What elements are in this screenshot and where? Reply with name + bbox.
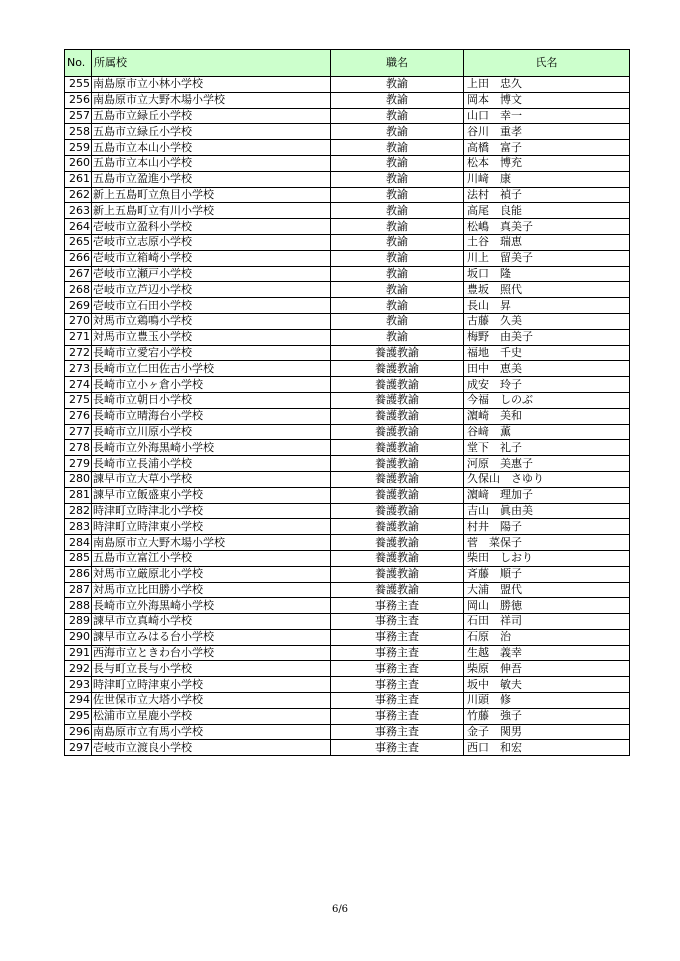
table-row <box>65 77 630 93</box>
table-row <box>65 424 630 440</box>
cell-school: 長崎市立外海黒崎小学校 <box>92 598 331 614</box>
cell-name: 村井 陽子 <box>464 519 630 535</box>
cell-name: 生越 義幸 <box>464 645 630 661</box>
table-row <box>65 124 630 140</box>
cell-title: 教諭 <box>331 234 464 250</box>
table-row <box>65 408 630 424</box>
cell-school: 壱岐市立箱崎小学校 <box>92 250 331 266</box>
table-row <box>65 361 630 377</box>
cell-name: 大浦 盟代 <box>464 582 630 598</box>
cell-name: 山口 幸一 <box>464 108 630 124</box>
cell-school: 南島原市立小林小学校 <box>92 77 331 93</box>
table-row <box>65 377 630 393</box>
cell-no: 271 <box>65 329 92 345</box>
cell-school: 壱岐市立志原小学校 <box>92 234 331 250</box>
cell-school: 西海市立ときわ台小学校 <box>92 645 331 661</box>
cell-no: 279 <box>65 456 92 472</box>
cell-name: 福地 千史 <box>464 345 630 361</box>
table-row <box>65 140 630 156</box>
cell-no: 274 <box>65 377 92 393</box>
cell-no: 283 <box>65 519 92 535</box>
cell-name: 河原 美惠子 <box>464 456 630 472</box>
cell-school: 五島市立富江小学校 <box>92 550 331 566</box>
cell-title: 教諭 <box>331 124 464 140</box>
table-row <box>65 629 630 645</box>
cell-school: 長崎市立外海黒崎小学校 <box>92 440 331 456</box>
cell-title: 養護教諭 <box>331 345 464 361</box>
cell-no: 288 <box>65 598 92 614</box>
cell-school: 長崎市立小ヶ倉小学校 <box>92 377 331 393</box>
cell-name: 吉山 眞由美 <box>464 503 630 519</box>
table-row <box>65 487 630 503</box>
cell-title: 教諭 <box>331 266 464 282</box>
cell-title: 教諭 <box>331 313 464 329</box>
cell-school: 長崎市立仁田佐古小学校 <box>92 361 331 377</box>
cell-title: 教諭 <box>331 329 464 345</box>
table-row <box>65 108 630 124</box>
cell-school: 新上五島町立魚目小学校 <box>92 187 331 203</box>
table-row <box>65 471 630 487</box>
cell-school: 諫早市立みはる台小学校 <box>92 629 331 645</box>
cell-no: 259 <box>65 140 92 156</box>
cell-title: 事務主査 <box>331 629 464 645</box>
table-row <box>65 693 630 709</box>
cell-school: 諫早市立飯盛東小学校 <box>92 487 331 503</box>
cell-name: 田中 恵美 <box>464 361 630 377</box>
cell-name: 柴原 伸吾 <box>464 661 630 677</box>
cell-school: 時津町立時津東小学校 <box>92 677 331 693</box>
cell-title: 事務主査 <box>331 598 464 614</box>
cell-title: 教諭 <box>331 140 464 156</box>
table-row <box>65 298 630 314</box>
cell-name: 濵崎 美和 <box>464 408 630 424</box>
cell-title: 教諭 <box>331 250 464 266</box>
table-row <box>65 677 630 693</box>
table-row <box>65 614 630 630</box>
cell-no: 256 <box>65 92 92 108</box>
cell-name: 岡山 勝徳 <box>464 598 630 614</box>
table-row <box>65 392 630 408</box>
cell-no: 269 <box>65 298 92 314</box>
cell-name: 堂下 礼子 <box>464 440 630 456</box>
cell-no: 277 <box>65 424 92 440</box>
cell-no: 270 <box>65 313 92 329</box>
cell-no: 294 <box>65 693 92 709</box>
cell-name: 谷川 重孝 <box>464 124 630 140</box>
cell-title: 事務主査 <box>331 724 464 740</box>
cell-school: 対馬市立比田勝小学校 <box>92 582 331 598</box>
table-row <box>65 282 630 298</box>
cell-name: 今福 しのぶ <box>464 392 630 408</box>
cell-name: 法村 禎子 <box>464 187 630 203</box>
cell-title: 養護教諭 <box>331 471 464 487</box>
table-row <box>65 503 630 519</box>
cell-no: 260 <box>65 155 92 171</box>
cell-school: 新上五島町立有川小学校 <box>92 203 331 219</box>
cell-no: 280 <box>65 471 92 487</box>
cell-no: 258 <box>65 124 92 140</box>
cell-title: 教諭 <box>331 219 464 235</box>
cell-school: 五島市立緑丘小学校 <box>92 108 331 124</box>
cell-school: 時津町立時津北小学校 <box>92 503 331 519</box>
cell-name: 高橋 富子 <box>464 140 630 156</box>
cell-no: 276 <box>65 408 92 424</box>
cell-name: 上田 忠久 <box>464 77 630 93</box>
cell-school: 五島市立本山小学校 <box>92 140 331 156</box>
cell-name: 高尾 良能 <box>464 203 630 219</box>
cell-school: 長崎市立朝日小学校 <box>92 392 331 408</box>
cell-name: 金子 関男 <box>464 724 630 740</box>
cell-school: 諫早市立真崎小学校 <box>92 614 331 630</box>
table-row <box>65 203 630 219</box>
table-row <box>65 345 630 361</box>
cell-name: 古藤 久美 <box>464 313 630 329</box>
cell-title: 事務主査 <box>331 661 464 677</box>
cell-no: 264 <box>65 219 92 235</box>
table-row <box>65 566 630 582</box>
cell-no: 262 <box>65 187 92 203</box>
cell-no: 292 <box>65 661 92 677</box>
cell-school: 対馬市立厳原北小学校 <box>92 566 331 582</box>
cell-title: 教諭 <box>331 155 464 171</box>
header-school: 所属校 <box>92 50 331 77</box>
cell-name: 久保山 さゆり <box>464 471 630 487</box>
cell-school: 壱岐市立渡良小学校 <box>92 740 331 756</box>
cell-name: 石原 治 <box>464 629 630 645</box>
cell-title: 教諭 <box>331 92 464 108</box>
cell-name: 岡本 博文 <box>464 92 630 108</box>
cell-name: 菅 菜保子 <box>464 535 630 551</box>
table-row <box>65 313 630 329</box>
cell-school: 長崎市立長浦小学校 <box>92 456 331 472</box>
cell-school: 南島原市立大野木場小学校 <box>92 92 331 108</box>
cell-no: 286 <box>65 566 92 582</box>
cell-title: 養護教諭 <box>331 566 464 582</box>
header-title: 職名 <box>331 50 464 77</box>
cell-name: 長山 昇 <box>464 298 630 314</box>
cell-title: 養護教諭 <box>331 361 464 377</box>
table-row <box>65 329 630 345</box>
cell-title: 事務主査 <box>331 708 464 724</box>
cell-no: 267 <box>65 266 92 282</box>
cell-school: 五島市立緑丘小学校 <box>92 124 331 140</box>
cell-school: 佐世保市立大塔小学校 <box>92 693 331 709</box>
cell-name: 松嶋 真美子 <box>464 219 630 235</box>
table-row <box>65 661 630 677</box>
cell-title: 養護教諭 <box>331 456 464 472</box>
table-row <box>65 219 630 235</box>
cell-no: 278 <box>65 440 92 456</box>
cell-name: 豊坂 照代 <box>464 282 630 298</box>
roster-body <box>65 77 630 756</box>
roster-table <box>64 49 630 756</box>
cell-school: 長崎市立川原小学校 <box>92 424 331 440</box>
cell-name: 土谷 瑞恵 <box>464 234 630 250</box>
cell-school: 長崎市立晴海台小学校 <box>92 408 331 424</box>
table-row <box>65 708 630 724</box>
cell-school: 対馬市立豊玉小学校 <box>92 329 331 345</box>
cell-school: 南島原市立有馬小学校 <box>92 724 331 740</box>
cell-school: 五島市立本山小学校 <box>92 155 331 171</box>
cell-title: 教諭 <box>331 203 464 219</box>
table-row <box>65 582 630 598</box>
cell-school: 松浦市立星鹿小学校 <box>92 708 331 724</box>
cell-no: 284 <box>65 535 92 551</box>
table-row <box>65 456 630 472</box>
cell-no: 275 <box>65 392 92 408</box>
cell-no: 291 <box>65 645 92 661</box>
table-row <box>65 519 630 535</box>
table-row <box>65 266 630 282</box>
cell-no: 266 <box>65 250 92 266</box>
cell-no: 263 <box>65 203 92 219</box>
table-row <box>65 155 630 171</box>
cell-name: 石田 祥司 <box>464 614 630 630</box>
cell-no: 281 <box>65 487 92 503</box>
cell-title: 養護教諭 <box>331 408 464 424</box>
cell-name: 梅野 由美子 <box>464 329 630 345</box>
cell-name: 川﨑 康 <box>464 171 630 187</box>
header-name: 氏名 <box>464 50 630 77</box>
cell-no: 293 <box>65 677 92 693</box>
cell-title: 養護教諭 <box>331 535 464 551</box>
cell-no: 297 <box>65 740 92 756</box>
cell-title: 教諭 <box>331 171 464 187</box>
cell-school: 時津町立時津東小学校 <box>92 519 331 535</box>
table-row <box>65 550 630 566</box>
cell-title: 事務主査 <box>331 677 464 693</box>
cell-school: 壱岐市立盈科小学校 <box>92 219 331 235</box>
cell-title: 教諭 <box>331 108 464 124</box>
cell-no: 289 <box>65 614 92 630</box>
cell-name: 成安 玲子 <box>464 377 630 393</box>
table-row <box>65 187 630 203</box>
table-row <box>65 645 630 661</box>
cell-school: 壱岐市立石田小学校 <box>92 298 331 314</box>
table-row <box>65 724 630 740</box>
cell-title: 教諭 <box>331 187 464 203</box>
cell-title: 養護教諭 <box>331 582 464 598</box>
cell-no: 290 <box>65 629 92 645</box>
cell-school: 長与町立長与小学校 <box>92 661 331 677</box>
cell-name: 斉藤 順子 <box>464 566 630 582</box>
cell-title: 教諭 <box>331 298 464 314</box>
cell-title: 事務主査 <box>331 645 464 661</box>
cell-title: 事務主査 <box>331 740 464 756</box>
cell-school: 南島原市立大野木場小学校 <box>92 535 331 551</box>
cell-no: 255 <box>65 77 92 93</box>
cell-no: 265 <box>65 234 92 250</box>
cell-title: 養護教諭 <box>331 503 464 519</box>
table-row <box>65 250 630 266</box>
cell-school: 壱岐市立瀬戸小学校 <box>92 266 331 282</box>
cell-title: 養護教諭 <box>331 377 464 393</box>
cell-no: 272 <box>65 345 92 361</box>
cell-school: 対馬市立鶏鳴小学校 <box>92 313 331 329</box>
table-row <box>65 92 630 108</box>
cell-no: 257 <box>65 108 92 124</box>
cell-name: 竹藤 強子 <box>464 708 630 724</box>
header-no: No. <box>65 50 92 77</box>
cell-no: 273 <box>65 361 92 377</box>
cell-title: 事務主査 <box>331 693 464 709</box>
table-row <box>65 598 630 614</box>
cell-title: 教諭 <box>331 77 464 93</box>
cell-no: 261 <box>65 171 92 187</box>
cell-title: 養護教諭 <box>331 487 464 503</box>
cell-name: 西口 和宏 <box>464 740 630 756</box>
cell-name: 川上 留美子 <box>464 250 630 266</box>
cell-name: 松本 博充 <box>464 155 630 171</box>
cell-name: 濵﨑 理加子 <box>464 487 630 503</box>
cell-title: 養護教諭 <box>331 392 464 408</box>
table-row <box>65 440 630 456</box>
cell-no: 296 <box>65 724 92 740</box>
cell-name: 坂中 敏夫 <box>464 677 630 693</box>
cell-no: 295 <box>65 708 92 724</box>
cell-title: 養護教諭 <box>331 550 464 566</box>
header-row <box>65 50 630 77</box>
cell-school: 諫早市立大草小学校 <box>92 471 331 487</box>
cell-title: 養護教諭 <box>331 424 464 440</box>
cell-name: 谷﨑 薫 <box>464 424 630 440</box>
cell-no: 282 <box>65 503 92 519</box>
cell-title: 事務主査 <box>331 614 464 630</box>
cell-school: 五島市立盈進小学校 <box>92 171 331 187</box>
cell-title: 養護教諭 <box>331 440 464 456</box>
table-row <box>65 740 630 756</box>
cell-school: 壱岐市立芦辺小学校 <box>92 282 331 298</box>
table-row <box>65 171 630 187</box>
cell-name: 柴田 しおり <box>464 550 630 566</box>
cell-no: 287 <box>65 582 92 598</box>
table-row <box>65 535 630 551</box>
cell-no: 268 <box>65 282 92 298</box>
cell-name: 坂口 隆 <box>464 266 630 282</box>
cell-school: 長崎市立愛宕小学校 <box>92 345 331 361</box>
cell-name: 川頭 修 <box>464 693 630 709</box>
table-row <box>65 234 630 250</box>
cell-title: 養護教諭 <box>331 519 464 535</box>
cell-title: 教諭 <box>331 282 464 298</box>
page-number: 6/6 <box>331 904 349 915</box>
cell-no: 285 <box>65 550 92 566</box>
